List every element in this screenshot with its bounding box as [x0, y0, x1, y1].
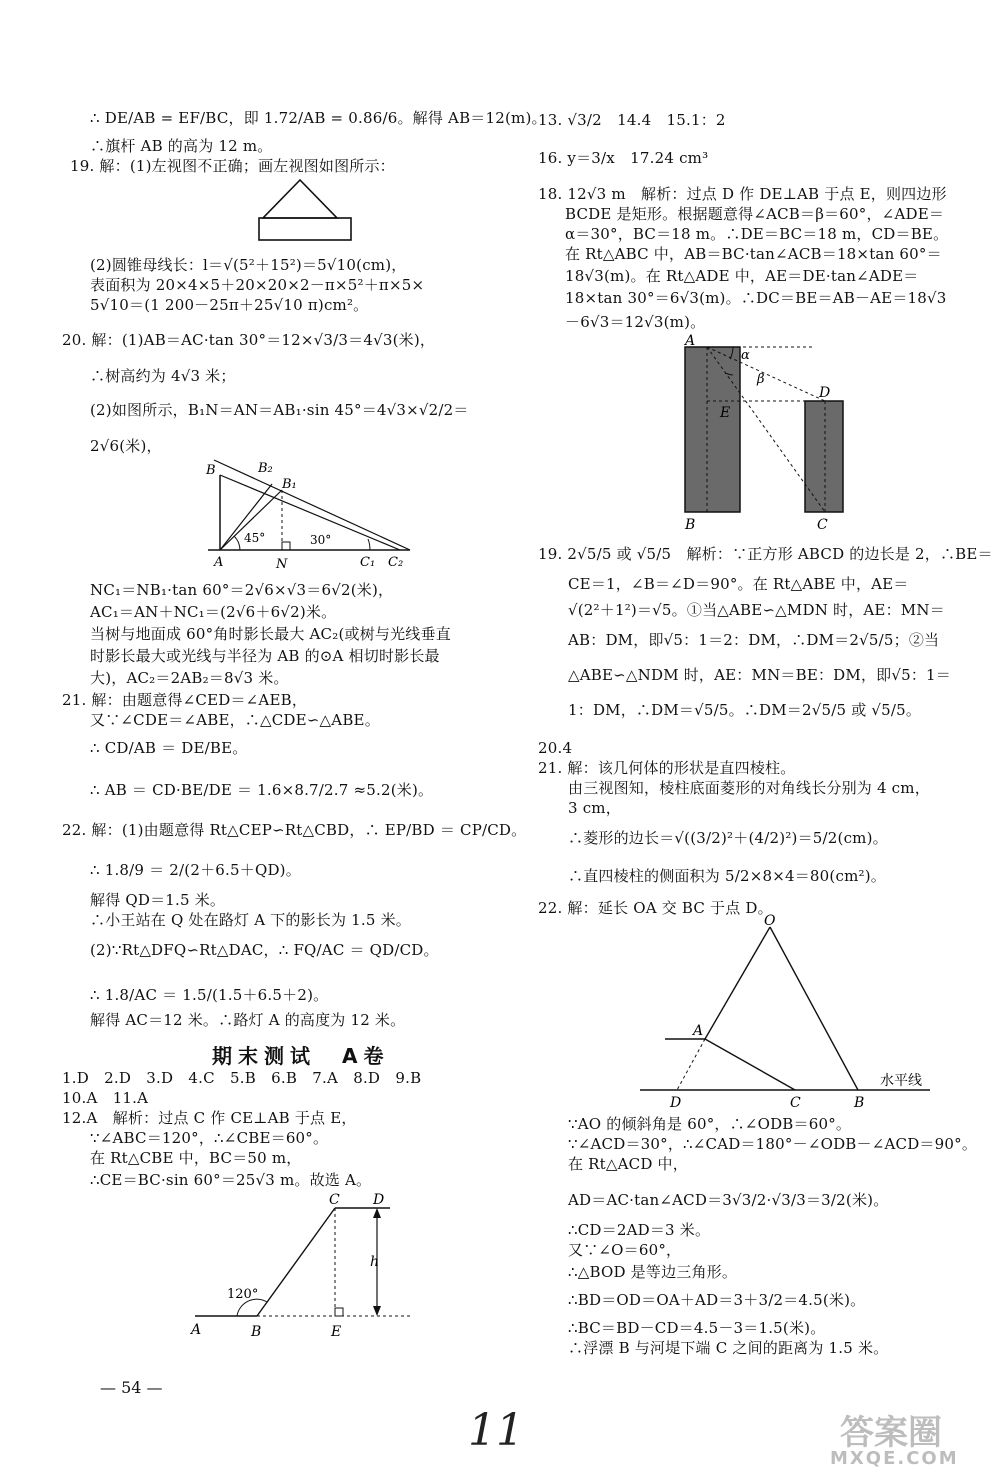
fig-label: C: [790, 1095, 801, 1111]
text-line: 在 Rt△CBE 中，BC＝50 m，: [90, 1149, 302, 1167]
figure-river-bank: [630, 915, 950, 1115]
text-line: ∵∠ACD＝30°，∴∠CAD＝180°－∠ODB－∠ACD＝90°。: [568, 1135, 978, 1153]
text-line: α＝30°，BC＝18 m。∴DE＝BC＝18 m，CD＝BE。: [565, 225, 949, 243]
fig-label: 120°: [227, 1287, 259, 1302]
text-line: ∴直四棱柱的侧面积为 5/2×8×4＝80(cm²)。: [568, 867, 886, 885]
fig-label: A: [693, 1023, 704, 1039]
text-line: ∴CD＝2AD＝3 米。: [568, 1221, 711, 1239]
fig-label: E: [331, 1324, 342, 1340]
text-line: 大)，AC₂＝2AB₂＝8√3 米。: [90, 669, 289, 687]
fig-label: β: [757, 372, 765, 387]
fig-label: B: [854, 1095, 865, 1111]
fig-label: B: [206, 463, 216, 478]
text-line: 13. √3/2 14.4 15.1：2: [538, 111, 726, 129]
figure-tree-shadow: [200, 450, 420, 575]
text-line: 18. 12√3 m 解析：过点 D 作 DE⊥AB 于点 E，则四边形: [538, 185, 947, 203]
fig-label: C: [329, 1192, 340, 1208]
fig-label: 水平线: [880, 1073, 922, 1089]
fig-label: C: [817, 517, 828, 533]
text-line: △ABE∽△NDM 时，AE：MN＝BE：DM，即√5：1＝: [568, 666, 951, 684]
text-line: 表面积为 20×4×5＋20×20×2－π×5²＋π×5×: [90, 276, 425, 294]
fig-label: B: [251, 1324, 262, 1340]
text-line: 解得 QD＝1.5 米。: [90, 891, 226, 909]
text-line: 18×tan 30°＝6√3(m)。∴DC＝BE＝AB－AE＝18√3: [565, 289, 947, 307]
fig-label: h: [370, 1254, 380, 1270]
text-line: 10.A 11.A: [62, 1089, 149, 1107]
text-line: 12.A 解析：过点 C 作 CE⊥AB 于点 E，: [62, 1109, 357, 1127]
text-line: 19. 2√5/5 或 √5/5 解析：∵正方形 ABCD 的边长是 2，∴BE＝: [538, 545, 993, 563]
text-line: ∴ CD/AB ＝ DE/BE。: [90, 739, 248, 757]
text-line: 3 cm，: [568, 799, 621, 817]
text-line: ∴菱形的边长＝√((3/2)²＋(4/2)²)＝5/2(cm)。: [568, 829, 888, 847]
text-line: ∴树高约为 4√3 米；: [90, 367, 236, 385]
text-line: AC₁＝AN＋NC₁＝(2√6＋6√2)米。: [90, 603, 337, 621]
text-line: ∵AO 的倾斜角是 60°，∴∠ODB＝60°。: [568, 1115, 852, 1133]
fig-label: O: [764, 913, 776, 929]
fig-label: 30°: [310, 533, 332, 547]
fig-label: B: [685, 517, 696, 533]
text-line: 18√3(m)。在 Rt△ADE 中，AE＝DE·tan∠ADE＝: [565, 267, 919, 285]
text-line: 又∵∠CDE＝∠ABE，∴△CDE∽△ABE。: [90, 711, 380, 729]
fig-label: C₂: [388, 555, 404, 570]
text-line: 21. 解：由题意得∠CED＝∠AEB，: [62, 691, 308, 709]
watermark-url: MXQE.COM: [830, 1448, 959, 1469]
text-line: 在 Rt△ABC 中，AB＝BC·tan∠ACB＝18×tan 60°＝: [565, 245, 942, 263]
fig-label: B₂: [258, 461, 273, 476]
text-line: AB：DM，即√5：1＝2：DM，∴DM＝2√5/5；②当: [568, 631, 940, 649]
text-line: ∴△BOD 是等边三角形。: [568, 1263, 738, 1281]
text-line: (2)∵Rt△DFQ∽Rt△DAC，∴ FQ/AC ＝ QD/CD。: [90, 941, 439, 959]
text-line: ∴ 1.8/AC ＝ 1.5/(1.5＋6.5＋2)。: [90, 986, 329, 1004]
fig-label: E: [720, 405, 731, 421]
fig-label: C₁: [360, 555, 376, 570]
text-line: (2)如图所示，B₁N＝AN＝AB₁·sin 45°＝4√3×√2/2＝: [90, 401, 469, 419]
text-line: ∴ DE/AB = EF/BC，即 1.72/AB = 0.86/6。解得 AB＝12(m)。: [90, 109, 547, 127]
fig-label: B₁: [282, 477, 297, 492]
text-line: 22. 解：延长 OA 交 BC 于点 D。: [538, 899, 773, 917]
text-line: 1：DM，∴DM＝√5/5。∴DM＝2√5/5 或 √5/5。: [568, 701, 922, 719]
text-line: ∴BC＝BD－CD＝4.5－3＝1.5(米)。: [568, 1319, 826, 1337]
text-line: 22. 解：(1)由题意得 Rt△CEP∽Rt△CBD，∴ EP/BD ＝ CP/CD。: [62, 821, 527, 839]
text-line: ∴ AB ＝ CD·BE/DE ＝ 1.6×8.7/2.7 ≈5.2(米)。: [90, 781, 434, 799]
fig-label: 45°: [244, 531, 266, 545]
figure-buildings: [675, 335, 855, 535]
text-line: ∵∠ABC＝120°，∴∠CBE＝60°。: [90, 1129, 329, 1147]
text-line: 20. 解：(1)AB＝AC·tan 30°＝12×√3/3＝4√3(米)，: [62, 331, 436, 349]
text-line: 时影长最大或光线与半径为 AB 的⊙A 相切时影长最: [90, 647, 440, 665]
page-number: — 54 —: [100, 1378, 163, 1397]
text-line: ∴CE＝BC·sin 60°＝25√3 m。故选 A。: [90, 1171, 372, 1189]
text-line: ∴ 1.8/9 ＝ 2/(2＋6.5＋QD)。: [90, 861, 301, 879]
text-line: ∴浮漂 B 与河堤下端 C 之间的距离为 1.5 米。: [568, 1339, 889, 1357]
text-line: 在 Rt△ACD 中，: [568, 1155, 688, 1173]
handwritten-mark: 11: [468, 1405, 524, 1456]
text-line: 21. 解：该几何体的形状是直四棱柱。: [538, 759, 796, 777]
fig-label: α: [741, 348, 750, 363]
text-line: －6√3＝12√3(m)。: [565, 313, 706, 331]
fig-label: A: [214, 555, 224, 570]
text-line: 当树与地面成 60°角时影长最大 AC₂(或树与光线垂直: [90, 625, 451, 643]
fig-label: D: [670, 1095, 682, 1111]
text-line: 16. y＝3/x 17.24 cm³: [538, 149, 709, 167]
section-title: 期末测试 A卷: [212, 1044, 390, 1068]
text-line: 由三视图知，棱柱底面菱形的对角线长分别为 4 cm，: [568, 779, 930, 797]
text-line: AD＝AC·tan∠ACD＝3√3/2·√3/3＝3/2(米)。: [568, 1191, 889, 1209]
text-line: ∴小王站在 Q 处在路灯 A 下的影长为 1.5 米。: [90, 911, 411, 929]
text-line: CE＝1，∠B＝∠D＝90°。在 Rt△ABE 中，AE＝: [568, 575, 909, 593]
fig-label: D: [373, 1192, 385, 1208]
text-line: ∴旗杆 AB 的高为 12 m。: [90, 137, 273, 155]
text-line: 2√6(米)，: [90, 437, 162, 455]
text-line: NC₁＝NB₁·tan 60°＝2√6×√3＝6√2(米)，: [90, 581, 394, 599]
text-line: 19. 解：(1)左视图不正确；画左视图如图所示：: [70, 157, 395, 175]
figure-left-view: [255, 178, 355, 243]
fig-label: A: [685, 333, 696, 349]
text-line: (2)圆锥母线长：l＝√(5²＋15²)＝5√10(cm)，: [90, 256, 407, 274]
text-line: 20.4: [538, 739, 573, 757]
fig-label: N: [276, 557, 288, 572]
fig-label: A: [191, 1322, 202, 1338]
text-line: 又∵∠O＝60°，: [568, 1241, 682, 1259]
text-line: 解得 AC＝12 米。∴路灯 A 的高度为 12 米。: [90, 1011, 406, 1029]
text-line: √(2²＋1²)＝√5。①当△ABE∽△MDN 时，AE：MN＝: [568, 601, 945, 619]
watermark-logo: 答案圈: [840, 1413, 942, 1453]
text-line: BCDE 是矩形。根据题意得∠ACB＝β＝60°，∠ADE＝: [565, 205, 945, 223]
text-line: 1.D 2.D 3.D 4.C 5.B 6.B 7.A 8.D 9.B: [62, 1069, 422, 1087]
figure-hill: [185, 1188, 425, 1348]
fig-label: D: [819, 385, 831, 401]
text-line: ∴BD＝OD＝OA＋AD＝3＋3/2＝4.5(米)。: [568, 1291, 866, 1309]
text-line: 5√10＝(1 200－25π＋25√10 π)cm²。: [90, 296, 369, 314]
